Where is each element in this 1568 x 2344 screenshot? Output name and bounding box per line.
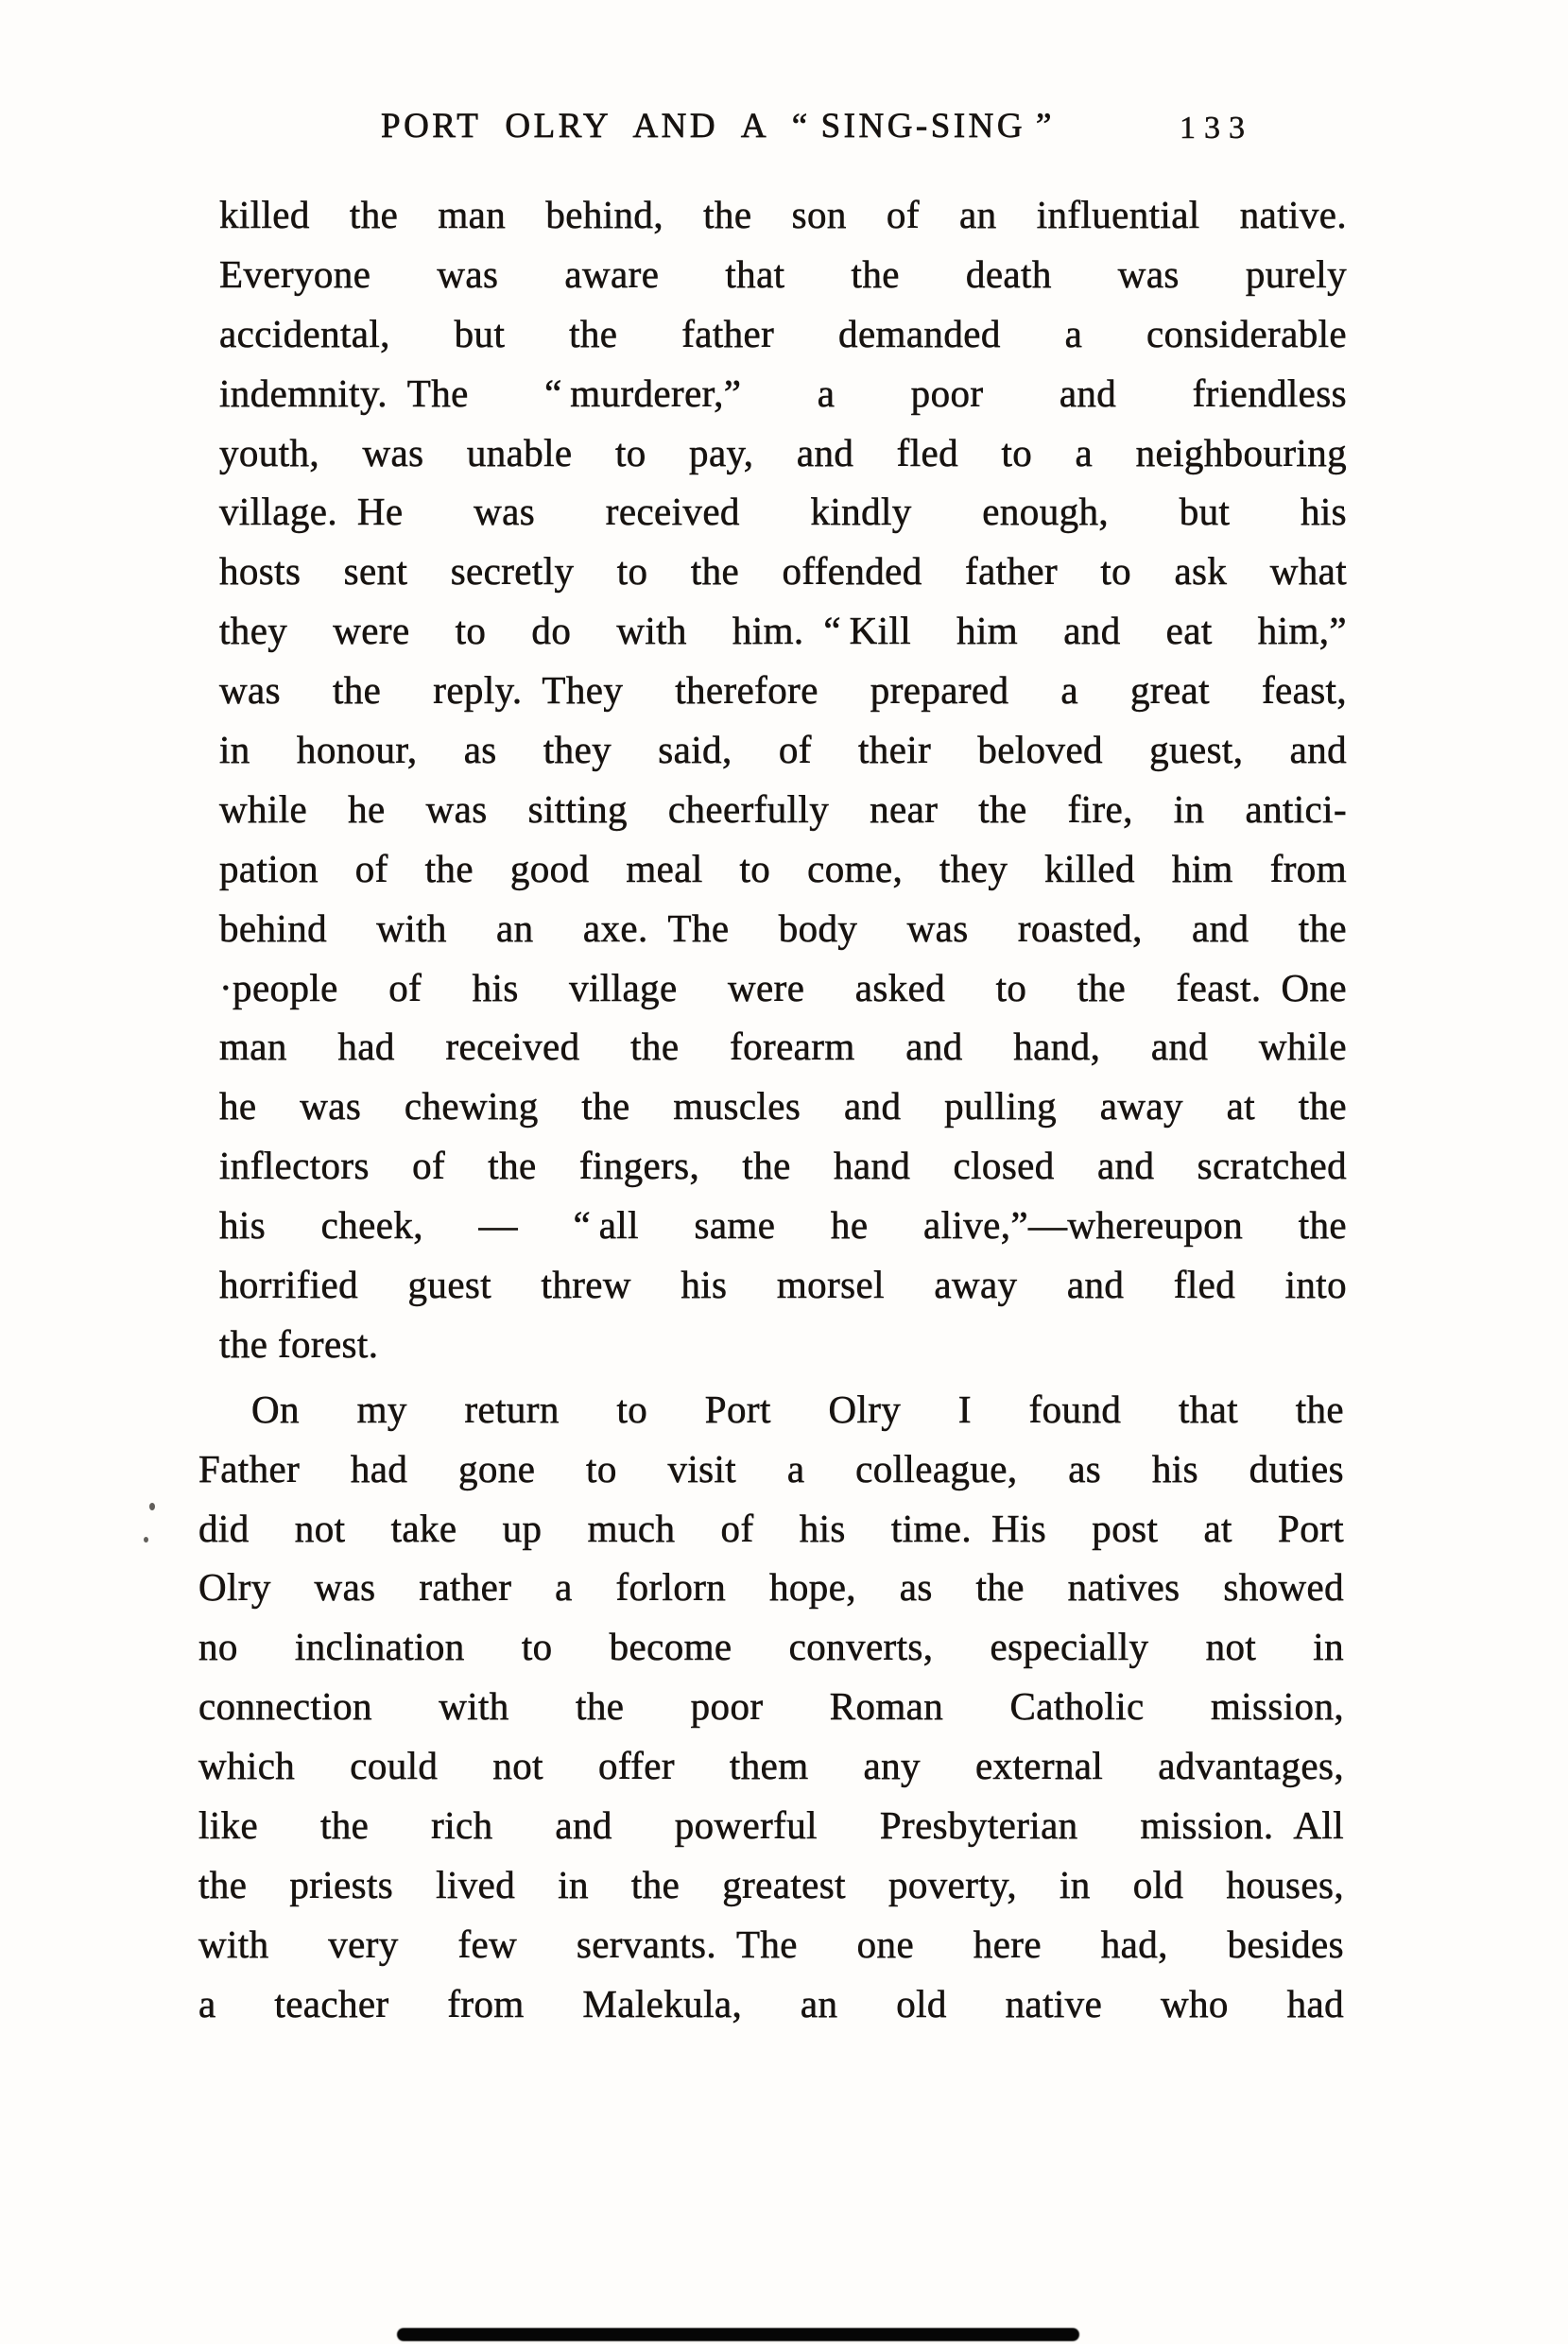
text-line: connection with the poor Roman Catholic mission,: [198, 1684, 1344, 1729]
text-line: no inclination to become converts, especially not in: [198, 1625, 1344, 1669]
text-line: behind with an axe. The body was roasted, and the: [219, 905, 1347, 950]
text-line: which could not offer them any external advantages,: [198, 1744, 1344, 1788]
text-line: a teacher from Malekula, an old native who had: [198, 1981, 1344, 2025]
text-line: the priests lived in the greatest poverty, in old houses,: [198, 1862, 1344, 1906]
chapter-title: PORT OLRY AND A “ SING-SING ”: [381, 107, 1055, 146]
scan-edge-artifact: [397, 2328, 1079, 2341]
text-line: pation of the good meal to come, they killed him from: [219, 846, 1347, 890]
text-line: accidental, but the father demanded a considerable: [219, 311, 1347, 355]
text-line: with very few servants. The one here had, besides: [198, 1922, 1344, 1966]
text-line: indemnity. The “ murderer,” a poor and friendless: [219, 371, 1347, 415]
text-line: Everyone was aware that the death was purely: [219, 251, 1347, 296]
text-line: youth, was unable to pay, and fled to a neighbouring: [219, 430, 1347, 474]
text-line: ·people of his village were asked to the feast. One: [219, 965, 1347, 1009]
text-line: the forest.: [219, 1321, 379, 1366]
text-line: inflectors of the fingers, the hand closed and scratched: [219, 1144, 1347, 1188]
body-text: [0, 185, 1568, 2034]
text-line: man had received the forearm and hand, and while: [219, 1025, 1347, 1069]
text-line: was the reply. They therefore prepared a great feast,: [219, 668, 1347, 713]
text-line: while he was sitting cheerfully near the fire, in antici-: [219, 786, 1347, 831]
text-line: Father had gone to visit a colleague, as his duties: [198, 1446, 1344, 1491]
running-header: [0, 102, 1568, 159]
text-line: he was chewing the muscles and pulling away at the: [219, 1084, 1347, 1129]
paragraph: [219, 185, 1347, 1374]
text-line: like the rich and powerful Presbyterian mission. All: [198, 1803, 1344, 1848]
text-line: On my return to Port Olry I found that the: [251, 1387, 1344, 1431]
page-number: 133: [1180, 111, 1253, 146]
text-line: hosts sent secretly to the offended father to ask what: [219, 549, 1347, 594]
paragraph: [198, 1380, 1344, 2034]
text-line: killed the man behind, the son of an influential native.: [219, 193, 1347, 236]
text-line: Olry was rather a forlorn hope, as the natives showed: [198, 1565, 1344, 1610]
text-line: village. He was received kindly enough, but his: [219, 490, 1347, 534]
text-line: in honour, as they said, of their beloved guest, and: [219, 728, 1347, 772]
text-line: his cheek, — “ all same he alive,”—whereupon the: [219, 1203, 1347, 1248]
scan-speck: [149, 1503, 155, 1510]
scan-speck: [144, 1537, 148, 1543]
text-line: did not take up much of his time. His post at Port: [198, 1506, 1344, 1550]
text-line: horrified guest threw his morsel away and fled into: [219, 1263, 1347, 1307]
text-line: they were to do with him. “ Kill him and eat him,”: [219, 609, 1347, 653]
